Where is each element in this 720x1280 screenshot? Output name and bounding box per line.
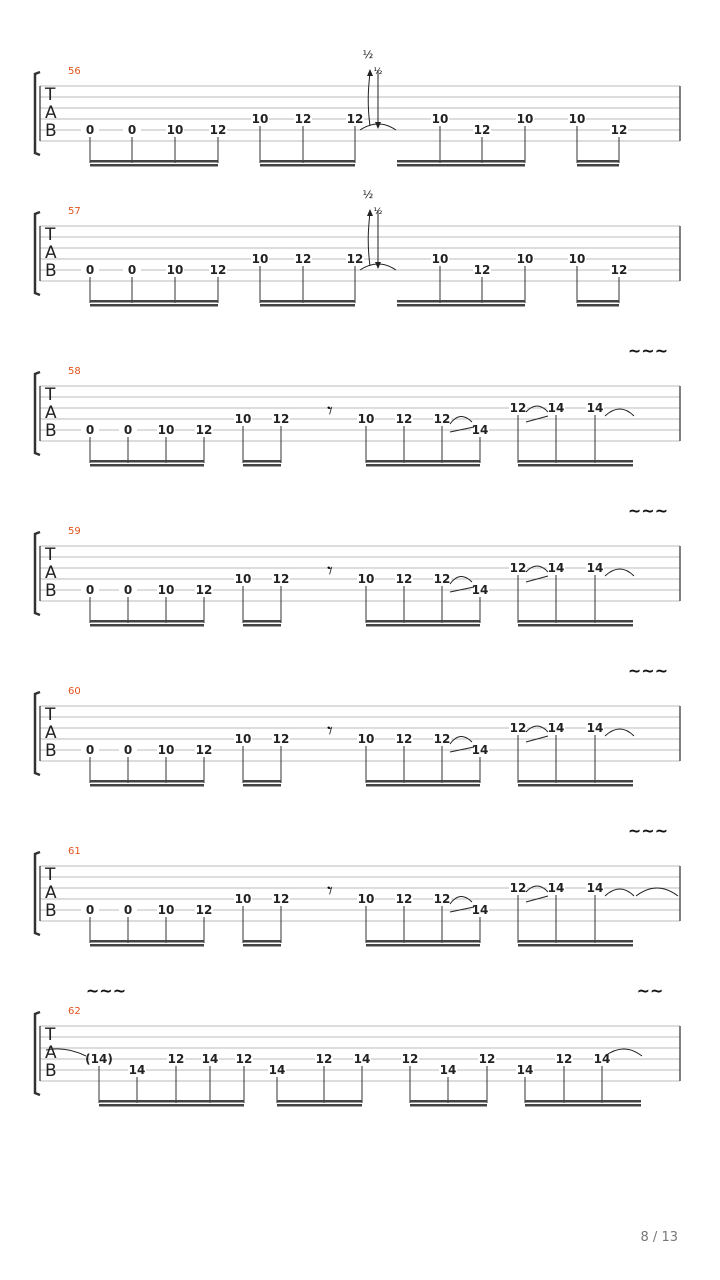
- measure-number: 57: [68, 206, 81, 217]
- fret-number: 14: [353, 1052, 371, 1066]
- measure-number: 61: [68, 846, 81, 857]
- fret-number: 10: [157, 903, 175, 917]
- fret-number: 14: [547, 881, 565, 895]
- page-indicator: 8 / 13: [640, 1230, 678, 1245]
- fret-number: 12: [509, 881, 527, 895]
- beam-primary: [260, 300, 355, 303]
- tie-arc: [450, 896, 472, 904]
- tab-clef-letter: B: [45, 261, 57, 281]
- vibrato-mark: ~~~: [627, 821, 669, 840]
- release-arrow-down: [375, 262, 381, 269]
- tie-arc: [526, 726, 548, 732]
- fret-number: 10: [251, 252, 269, 266]
- bend-curve: [368, 210, 370, 266]
- fret-number: 0: [123, 743, 133, 757]
- fret-number: 0: [85, 743, 95, 757]
- fret-number: 10: [157, 423, 175, 437]
- tab-clef-letter: B: [45, 121, 57, 141]
- fret-number: 12: [473, 123, 491, 137]
- fret-number: 10: [234, 892, 252, 906]
- tab-clef-letter: B: [45, 741, 57, 761]
- fret-number: 12: [395, 412, 413, 426]
- fret-number: 10: [357, 892, 375, 906]
- beam-primary: [243, 780, 281, 783]
- eighth-rest: 𝄾: [327, 399, 333, 424]
- tie-arc: [450, 736, 472, 744]
- beam-primary: [518, 460, 633, 463]
- measure-number: 58: [68, 366, 81, 377]
- bend-arrow-up: [367, 69, 373, 76]
- fret-number: 0: [123, 583, 133, 597]
- beam-secondary: [243, 784, 281, 787]
- fret-number: 12: [610, 263, 628, 277]
- beam-primary: [99, 1100, 244, 1103]
- beam-secondary: [518, 784, 633, 787]
- eighth-rest: 𝄾: [327, 559, 333, 584]
- vibrato-mark: ~~~: [627, 501, 669, 520]
- fret-number: 0: [85, 903, 95, 917]
- fret-number: 14: [516, 1063, 534, 1077]
- beam-primary: [366, 780, 480, 783]
- fret-number: 12: [395, 732, 413, 746]
- fret-number: 14: [201, 1052, 219, 1066]
- fret-number: 0: [123, 423, 133, 437]
- bend-release-label: ½: [373, 67, 383, 77]
- beam-secondary: [243, 464, 281, 467]
- beam-secondary: [410, 1104, 487, 1107]
- beam-secondary: [518, 464, 633, 467]
- fret-number: 12: [272, 892, 290, 906]
- beam-secondary: [90, 784, 204, 787]
- tab-clef-letter: B: [45, 901, 57, 921]
- beam-secondary: [90, 624, 204, 627]
- fret-number: 12: [294, 112, 312, 126]
- beam-secondary: [518, 944, 633, 947]
- fret-number: 12: [433, 572, 451, 586]
- tab-clef-letter: A: [45, 723, 57, 743]
- fret-number: 12: [272, 412, 290, 426]
- beam-primary: [366, 620, 480, 623]
- fret-number: 12: [315, 1052, 333, 1066]
- beam-primary: [90, 160, 218, 163]
- beam-primary: [243, 620, 281, 623]
- fret-number: 12: [509, 401, 527, 415]
- fret-number: 14: [268, 1063, 286, 1077]
- bend-arrow-up: [367, 209, 373, 216]
- fret-number: 10: [568, 112, 586, 126]
- fret-number: 12: [610, 123, 628, 137]
- fret-number: 10: [234, 732, 252, 746]
- fret-number: 10: [516, 252, 534, 266]
- tab-clef-letter: T: [45, 225, 56, 245]
- fret-number: 14: [586, 721, 604, 735]
- tie-arc: [526, 886, 548, 892]
- fret-number: 12: [346, 252, 364, 266]
- fret-number: 14: [547, 721, 565, 735]
- beam-secondary: [243, 624, 281, 627]
- fret-number: 14: [586, 561, 604, 575]
- fret-number: 0: [127, 263, 137, 277]
- tie-arc: [605, 409, 634, 416]
- tab-clef-letter: T: [45, 705, 56, 725]
- fret-number: 12: [195, 743, 213, 757]
- fret-number: 10: [166, 123, 184, 137]
- beam-secondary: [577, 304, 619, 307]
- beam-primary: [518, 940, 633, 943]
- tie-arc: [605, 889, 634, 896]
- beam-secondary: [90, 304, 218, 307]
- beam-primary: [90, 780, 204, 783]
- beam-primary: [243, 940, 281, 943]
- eighth-rest: 𝄾: [327, 719, 333, 744]
- tab-clef-letter: A: [45, 403, 57, 423]
- beam-primary: [90, 460, 204, 463]
- beam-secondary: [366, 944, 480, 947]
- eighth-rest: 𝄾: [327, 879, 333, 904]
- fret-number: 12: [395, 572, 413, 586]
- tab-clef-letter: T: [45, 545, 56, 565]
- fret-number: 0: [85, 423, 95, 437]
- measure-number: 56: [68, 66, 81, 77]
- fret-number: 12: [346, 112, 364, 126]
- fret-number: 10: [568, 252, 586, 266]
- tab-clef-letter: B: [45, 421, 57, 441]
- fret-number: 12: [401, 1052, 419, 1066]
- tab-clef-letter: T: [45, 385, 56, 405]
- bend-curve: [368, 70, 370, 126]
- beam-primary: [366, 940, 480, 943]
- tab-clef-letter: T: [45, 85, 56, 105]
- fret-number: 14: [547, 401, 565, 415]
- bend-release-label: ½: [373, 207, 383, 217]
- beam-secondary: [99, 1104, 244, 1107]
- fret-number: 10: [166, 263, 184, 277]
- fret-number: 12: [433, 732, 451, 746]
- fret-number: 14: [586, 881, 604, 895]
- beam-primary: [518, 620, 633, 623]
- beam-secondary: [397, 164, 525, 167]
- fret-number: 0: [127, 123, 137, 137]
- fret-number: 14: [471, 903, 489, 917]
- beam-secondary: [277, 1104, 362, 1107]
- beam-primary: [243, 460, 281, 463]
- tie-arc: [605, 729, 634, 736]
- tab-clef-letter: B: [45, 581, 57, 601]
- vibrato-mark: ~~~: [627, 341, 669, 360]
- beam-primary: [90, 940, 204, 943]
- measure-number: 62: [68, 1006, 81, 1017]
- fret-number: 12: [195, 423, 213, 437]
- fret-number: 10: [357, 412, 375, 426]
- tab-clef-letter: A: [45, 103, 57, 123]
- fret-number: 12: [294, 252, 312, 266]
- fret-number: 12: [272, 732, 290, 746]
- fret-number: 14: [439, 1063, 457, 1077]
- vibrato-mark: ~~~: [627, 661, 669, 680]
- fret-number: 0: [123, 903, 133, 917]
- beam-primary: [260, 160, 355, 163]
- tie-arc: [450, 416, 472, 424]
- fret-number: 14: [128, 1063, 146, 1077]
- fret-number: 12: [272, 572, 290, 586]
- tab-clef-letter: T: [45, 1025, 56, 1045]
- fret-number: 10: [357, 732, 375, 746]
- beam-secondary: [243, 944, 281, 947]
- fret-number: 10: [157, 743, 175, 757]
- fret-number: 0: [85, 123, 95, 137]
- beam-secondary: [525, 1104, 641, 1107]
- beam-primary: [397, 300, 525, 303]
- tab-clef-letter: T: [45, 865, 56, 885]
- beam-secondary: [366, 624, 480, 627]
- fret-number: 12: [195, 583, 213, 597]
- measure-number: 60: [68, 686, 81, 697]
- vibrato-mark: ~~~: [85, 981, 127, 1000]
- fret-number: 12: [509, 721, 527, 735]
- fret-number: 10: [431, 252, 449, 266]
- fret-number: 12: [433, 892, 451, 906]
- tie-arc: [450, 576, 472, 584]
- beam-secondary: [90, 464, 204, 467]
- beam-primary: [518, 780, 633, 783]
- fret-number: 12: [395, 892, 413, 906]
- tie-arc-continue: [636, 888, 678, 896]
- fret-number: 14: [547, 561, 565, 575]
- release-arrow-down: [375, 122, 381, 129]
- beam-secondary: [90, 944, 204, 947]
- beam-secondary: [90, 164, 218, 167]
- tie-arc: [526, 406, 548, 412]
- tab-clef-letter: A: [45, 563, 57, 583]
- fret-number: 12: [209, 263, 227, 277]
- fret-number: 10: [157, 583, 175, 597]
- beam-primary: [397, 160, 525, 163]
- beam-primary: [577, 160, 619, 163]
- beam-secondary: [366, 784, 480, 787]
- beam-secondary: [397, 304, 525, 307]
- beam-primary: [577, 300, 619, 303]
- fret-number: 14: [586, 401, 604, 415]
- tie-arc: [605, 569, 634, 576]
- tab-clef-letter: A: [45, 883, 57, 903]
- beam-primary: [525, 1100, 641, 1103]
- fret-number: 12: [209, 123, 227, 137]
- vibrato-mark: ~~: [636, 981, 664, 1000]
- fret-number: 12: [473, 263, 491, 277]
- beam-secondary: [577, 164, 619, 167]
- beam-secondary: [366, 464, 480, 467]
- fret-number: 0: [85, 583, 95, 597]
- fret-number: 12: [235, 1052, 253, 1066]
- fret-number: (14): [85, 1052, 113, 1066]
- fret-number: 0: [85, 263, 95, 277]
- fret-number: 10: [357, 572, 375, 586]
- fret-number: 14: [471, 583, 489, 597]
- beam-primary: [410, 1100, 487, 1103]
- bend-label: ½: [362, 188, 374, 201]
- fret-number: 14: [593, 1052, 611, 1066]
- beam-primary: [90, 300, 218, 303]
- beam-secondary: [518, 624, 633, 627]
- fret-number: 10: [234, 572, 252, 586]
- fret-number: 12: [433, 412, 451, 426]
- fret-number: 12: [167, 1052, 185, 1066]
- beam-secondary: [260, 304, 355, 307]
- fret-number: 10: [431, 112, 449, 126]
- beam-secondary: [260, 164, 355, 167]
- fret-number: 14: [471, 423, 489, 437]
- tie-arc: [526, 566, 548, 572]
- bend-label: ½: [362, 48, 374, 61]
- beam-primary: [90, 620, 204, 623]
- fret-number: 10: [516, 112, 534, 126]
- fret-number: 14: [471, 743, 489, 757]
- tab-clef-letter: A: [45, 243, 57, 263]
- tab-clef-letter: A: [45, 1043, 57, 1063]
- beam-primary: [277, 1100, 362, 1103]
- tab-clef-letter: B: [45, 1061, 57, 1081]
- fret-number: 10: [251, 112, 269, 126]
- measure-number: 59: [68, 526, 81, 537]
- fret-number: 12: [195, 903, 213, 917]
- beam-primary: [366, 460, 480, 463]
- fret-number: 12: [509, 561, 527, 575]
- fret-number: 12: [478, 1052, 496, 1066]
- fret-number: 12: [555, 1052, 573, 1066]
- fret-number: 10: [234, 412, 252, 426]
